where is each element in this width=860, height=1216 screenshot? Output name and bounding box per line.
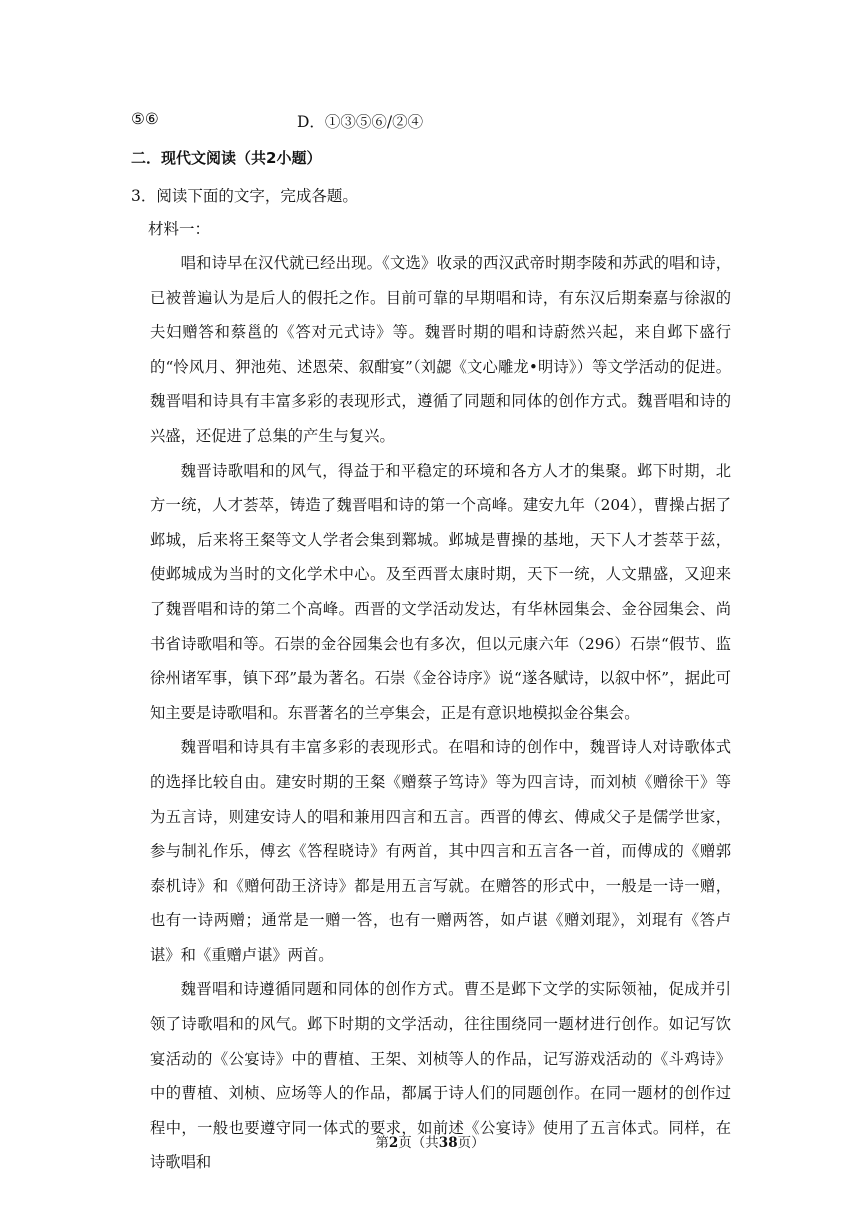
page-number: 2 [388,1135,399,1151]
option-d: D．①③⑤⑥/②④ [297,113,424,131]
reading-passage [150,246,731,1180]
footer-middle: 页（共 [398,1135,439,1151]
material-label: 材料一： [148,220,211,238]
paragraph: 魏晋唱和诗具有丰富多彩的表现形式。在唱和诗的创作中，魏晋诗人对诗歌体式的选择比较自由。建安时期的王粲《赠蔡子笃诗》等为四言诗，而刘桢《赠徐干》等为五言诗，则建安诗人的唱和兼用四言和五言。西晋的傅玄、傅咸父子是儒学世家，参与制礼作乐，傅玄《答程晓诗》有两首，其中四言和五言各一首，而傅成的《赠郭泰机诗》和《赠何劭王济诗》都是用五言写就。在赠答的形式中，一般是一诗一赠，也有一诗两赠；通常是一赠一答，也有一赠两答，如卢谌《赠刘琨》，刘琨有《答卢谌》和《重赠卢谌》两首。 [150,738,731,964]
section-title: 二．现代文阅读（共2小题） [131,149,322,167]
option-c-tail: ⑤⑥ [131,110,159,128]
paragraph: 唱和诗早在汉代就已经出现。《文选》收录的西汉武帝时期李陵和苏武的唱和诗，已被普遍认为是后人的假托之作。目前可靠的早期唱和诗，有东汉后期秦嘉与徐淑的夫妇赠答和蔡邕的《答对元式诗》等。魏晋时期的唱和诗蔚然兴起，来自邺下盛行的“怜风月、狎池苑、述恩荣、叙酣宴”（刘勰《文心雕龙•明诗》）等文学活动的促进。魏晋唱和诗具有丰富多彩的表现形式，遵循了同题和同体的创作方式。魏晋唱和诗的兴盛，还促进了总集的产生与复兴。 [150,254,731,445]
paragraph: 魏晋诗歌唱和的风气，得益于和平稳定的环境和各方人才的集聚。邺下时期，北方一统，人才荟萃，铸造了魏晋唱和诗的第一个高峰。建安九年（204），曹操占据了邺城，后来将王粲等文人学者会集到鄴城。邺城是曹操的基地，天下人才荟萃于兹，使邺城成为当时的文化学术中心。及至西晋太康时期，天下一统，人文鼎盛，又迎来了魏晋唱和诗的第二个高峰。西晋的文学活动发达，有华林园集会、金谷园集会、尚书省诗歌唱和等。石崇的金谷园集会也有多次，但以元康六年（296）石崇“假节、监徐州诸军事，镇下邳”最为著名。石崇《金谷诗序》说“遂各赋诗，以叙中怀”，据此可知主要是诗歌唱和。东晋著名的兰亭集会，正是有意识地模拟金谷集会。 [150,461,731,722]
paragraph: 魏晋唱和诗遵循同题和同体的创作方式。曹丕是邺下文学的实际领袖，促成并引领了诗歌唱和的风气。邺下时期的文学活动，往往围绕同一题材进行创作。如记写饮宴活动的《公宴诗》中的曹植、王架、刘桢等人的作品，记写游戏活动的《斗鸡诗》中的曹植、刘桢、应场等人的作品，都属于诗人们的同题创作。在同一题材的创作过程中，一般也要遵守同一体式的要求，如前述《公宴诗》使用了五言体式。同样，在诗歌唱和 [150,980,731,1172]
footer-suffix: 页） [457,1135,485,1151]
question-stem: 3．阅读下面的文字，完成各题。 [131,187,358,205]
total-pages: 38 [438,1135,458,1151]
page-footer [0,1131,860,1151]
footer-prefix: 第 [375,1135,389,1151]
